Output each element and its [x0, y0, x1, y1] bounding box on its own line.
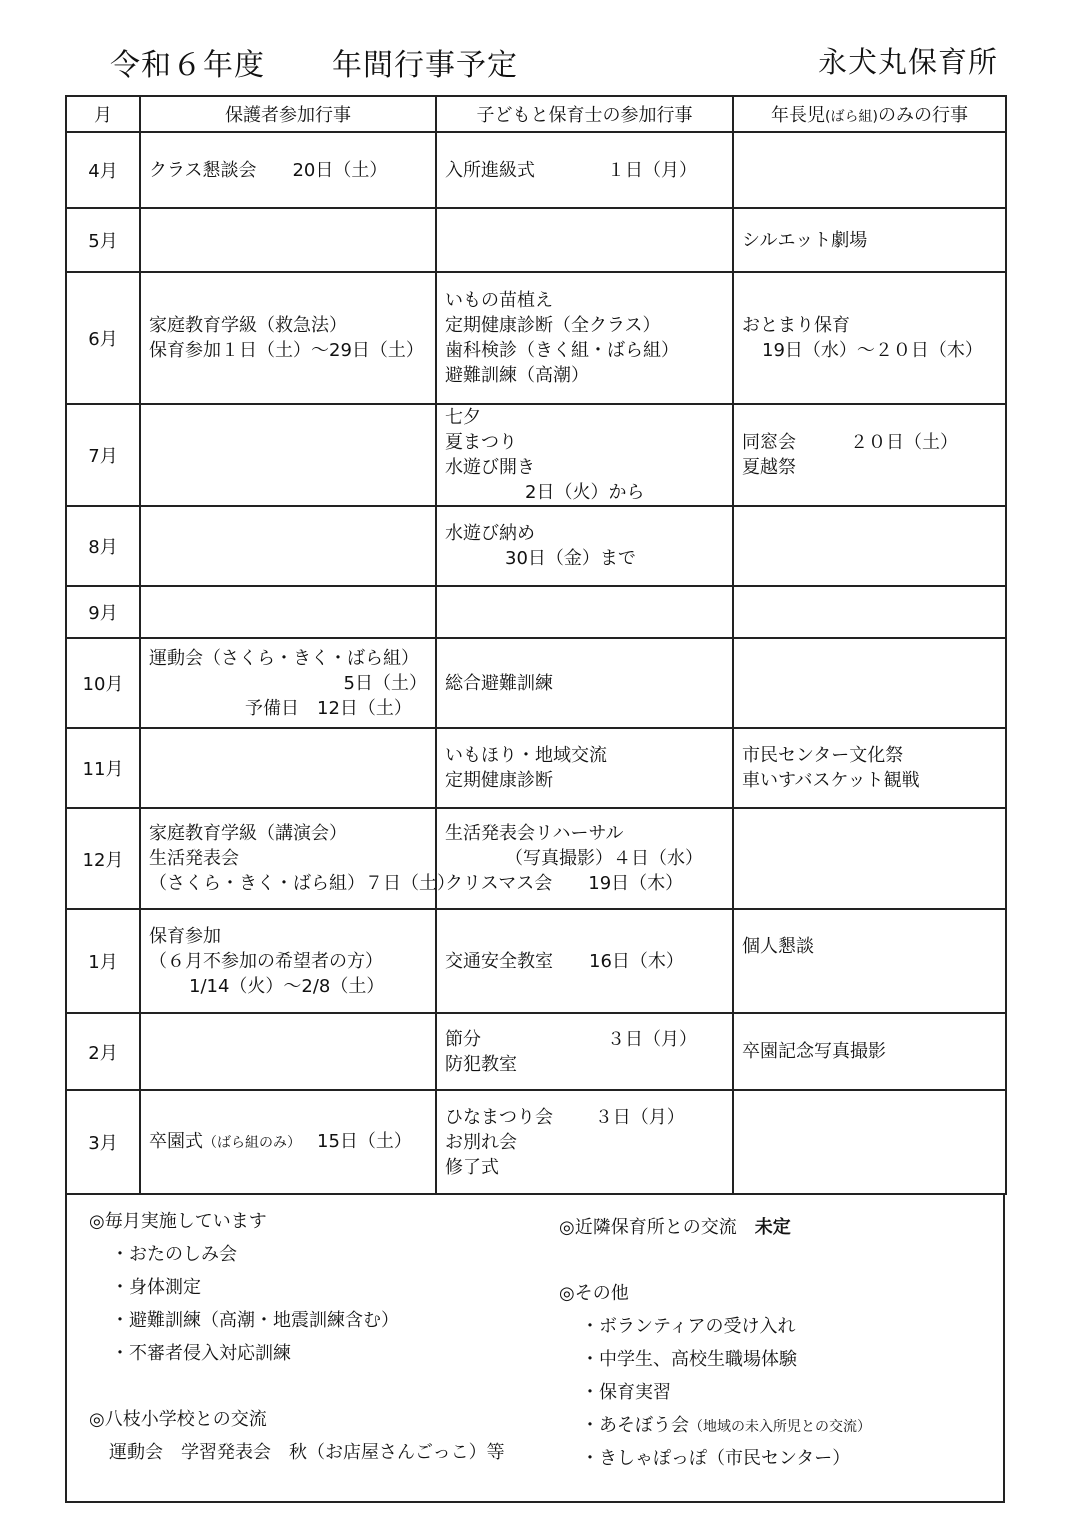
event-line: クリスマス会 19日（木）	[445, 873, 684, 894]
page-title: 令和６年度	[110, 48, 265, 83]
event-line: 水遊び開き	[445, 457, 535, 478]
parent-events-cell	[140, 272, 436, 404]
table-row	[66, 1013, 1006, 1090]
event-line: おとまり保育	[742, 315, 850, 336]
event-line: 保育参加１日（土）～29日（土）	[149, 340, 424, 361]
event-line: 運動会（さくら・きく・ばら組）	[149, 647, 419, 669]
parent-events-cell	[140, 1013, 436, 1090]
monthly-item: ・ 避難訓練（高潮・地震訓練含む）	[89, 1304, 505, 1337]
parent-events-cell	[140, 728, 436, 808]
senior-events-cell	[733, 404, 1006, 506]
event-line: 入所進級式 １日（月）	[445, 159, 697, 181]
event-line: クラス懇談会 20日（土）	[149, 159, 388, 181]
event-line: 修了式	[445, 1156, 499, 1178]
notes-left	[89, 1205, 505, 1469]
children-events-cell	[436, 404, 733, 506]
event-line: いもほり・地域交流	[445, 745, 607, 766]
event-line-part: 15日（土）	[317, 1130, 412, 1152]
senior-events-cell	[733, 1013, 1006, 1090]
children-events-cell	[436, 272, 733, 404]
children-events-cell	[436, 1013, 733, 1090]
month-cell: 7月	[66, 404, 140, 506]
col-header-seniors-suffix: のみの行事	[877, 105, 968, 126]
month-cell: 10月	[66, 638, 140, 728]
nearby-exchange-heading: ◎近隣保育所との交流	[559, 1217, 737, 1238]
event-line: 2日（火）から	[525, 482, 645, 503]
event-line: 市民センター文化祭	[742, 745, 904, 766]
event-line: （６月不参加の希望者の方）	[149, 950, 383, 972]
parent-events-cell	[140, 1090, 436, 1194]
parent-events-cell	[140, 132, 436, 208]
event-line: 車いすバスケット観戦	[742, 770, 920, 791]
col-header-parents: 保護者参加行事	[140, 96, 436, 132]
event-line-part: 卒園式	[149, 1130, 203, 1152]
page-subtitle: 年間行事予定	[332, 48, 518, 83]
event-line: 定期健康診断（全クラス）	[445, 315, 661, 336]
children-events-cell	[436, 909, 733, 1013]
senior-events-cell	[733, 728, 1006, 808]
col-header-children: 子どもと保育士の参加行事	[436, 96, 733, 132]
month-cell: 9月	[66, 586, 140, 638]
children-events-cell	[436, 808, 733, 909]
event-line: 5日（土）	[343, 672, 427, 694]
parent-events-cell	[140, 506, 436, 586]
children-events-cell	[436, 638, 733, 728]
event-line: 夏まつり	[445, 432, 517, 453]
other-item-note: （地域の未入所児との交流）	[689, 1419, 871, 1435]
parent-events-cell	[140, 208, 436, 272]
event-line	[149, 1129, 427, 1156]
event-line: 個人懇談	[742, 936, 814, 957]
table-row	[66, 909, 1006, 1013]
month-cell: 8月	[66, 506, 140, 586]
table-row	[66, 728, 1006, 808]
month-cell: 4月	[66, 132, 140, 208]
other-item: ・ 中学生、高校生職場体験	[559, 1343, 871, 1376]
children-events-cell	[436, 728, 733, 808]
children-events-cell	[436, 132, 733, 208]
event-line: 卒園記念写真撮影	[742, 1041, 886, 1062]
children-events-cell	[436, 586, 733, 638]
event-line: 生活発表会リハーサル	[445, 823, 624, 844]
event-line: 交通安全教室 16日（木）	[445, 950, 684, 972]
other-item-main: あそぼう会	[599, 1415, 689, 1436]
event-line: 避難訓練（高潮）	[445, 365, 589, 386]
notes-section	[65, 1193, 1005, 1503]
school-exchange-text: 運動会 学習発表会 秋（お店屋さんごっこ）等	[109, 1442, 505, 1463]
event-line-part: （ばら組のみ）	[203, 1134, 301, 1151]
event-line: 定期健康診断	[445, 770, 553, 791]
event-line: 七夕	[445, 407, 481, 428]
event-line: 保育参加	[149, 925, 221, 947]
event-line: 歯科検診（きく組・ばら組）	[445, 340, 679, 361]
col-header-seniors-class: (ばら組)	[825, 109, 878, 125]
monthly-item: ・ 身体測定	[89, 1271, 505, 1304]
event-line: 1/14（火）～2/8（土）	[189, 975, 385, 997]
table-row	[66, 586, 1006, 638]
month-cell: 2月	[66, 1013, 140, 1090]
school-exchange-heading: ◎八枝小学校との交流	[89, 1409, 267, 1430]
senior-events-cell	[733, 132, 1006, 208]
parent-events-cell	[140, 638, 436, 728]
event-line: 19日（水）～２０日（木）	[762, 340, 983, 361]
monthly-item: ・ おたのしみ会	[89, 1238, 505, 1271]
other-heading: ◎その他	[559, 1283, 629, 1304]
event-line: 総合避難訓練	[445, 672, 553, 694]
notes-right	[559, 1211, 871, 1475]
table-row	[66, 132, 1006, 208]
organization-name: 永犬丸保育所	[817, 45, 998, 79]
other-item: ・ 保育実習	[559, 1376, 871, 1409]
month-cell: 12月	[66, 808, 140, 909]
other-item: ・ ボランティアの受け入れ	[559, 1310, 871, 1343]
event-line: 節分 ３日（月）	[445, 1028, 697, 1050]
other-item	[559, 1409, 871, 1442]
parent-events-cell	[140, 404, 436, 506]
event-line: （写真撮影）４日（水）	[505, 848, 703, 869]
table-row	[66, 404, 1006, 506]
parent-events-cell	[140, 909, 436, 1013]
event-line: 防犯教室	[445, 1053, 517, 1075]
senior-events-cell	[733, 638, 1006, 728]
table-header-row	[66, 96, 1006, 132]
event-line: いもの苗植え	[445, 290, 553, 311]
table-row	[66, 506, 1006, 586]
children-events-cell	[436, 1090, 733, 1194]
table-row	[66, 808, 1006, 909]
table-row	[66, 272, 1006, 404]
parent-events-cell	[140, 808, 455, 909]
senior-events-cell	[733, 1090, 1006, 1194]
month-cell: 5月	[66, 208, 140, 272]
table-row	[66, 638, 1006, 728]
event-line: （さくら・きく・ばら組）７日（土）	[149, 873, 455, 894]
month-cell: 3月	[66, 1090, 140, 1194]
senior-events-cell	[733, 272, 1006, 404]
event-line: 30日（金）まで	[505, 548, 636, 569]
event-line: 夏越祭	[742, 457, 796, 478]
senior-events-cell	[733, 586, 1006, 638]
table-row	[66, 208, 1006, 272]
event-line: 生活発表会	[149, 848, 239, 869]
event-line: 予備日 12日（土）	[245, 697, 412, 719]
event-line: シルエット劇場	[742, 229, 868, 251]
month-cell: 11月	[66, 728, 140, 808]
children-events-cell	[436, 506, 733, 586]
col-header-seniors	[733, 96, 1006, 132]
senior-events-cell	[733, 506, 1006, 586]
senior-events-cell	[733, 208, 1006, 272]
event-line: 水遊び納め	[445, 523, 535, 544]
month-cell: 6月	[66, 272, 140, 404]
col-header-month: 月	[66, 96, 140, 132]
event-line: お別れ会	[445, 1131, 517, 1153]
month-cell: 1月	[66, 909, 140, 1013]
parent-events-cell	[140, 586, 436, 638]
event-line: ひなまつり会 ３日（月）	[445, 1106, 685, 1128]
nearby-exchange	[559, 1211, 871, 1244]
schedule-table	[65, 95, 1007, 1195]
nearby-exchange-status: 未定	[754, 1217, 791, 1238]
other-item: ・ きしゃぽっぽ（市民センター）	[559, 1442, 871, 1475]
monthly-item: ・ 不審者侵入対応訓練	[89, 1337, 505, 1370]
col-header-seniors-main: 年長児	[771, 105, 826, 126]
monthly-heading: ◎毎月実施しています	[89, 1211, 267, 1232]
senior-events-cell	[733, 808, 1006, 909]
event-line: 家庭教育学級（講演会）	[149, 823, 347, 844]
event-line: 同窓会 ２０日（土）	[742, 432, 958, 453]
children-events-cell	[436, 208, 733, 272]
table-row	[66, 1090, 1006, 1194]
event-line: 家庭教育学級（救急法）	[149, 315, 347, 336]
senior-events-cell	[733, 909, 1006, 1013]
